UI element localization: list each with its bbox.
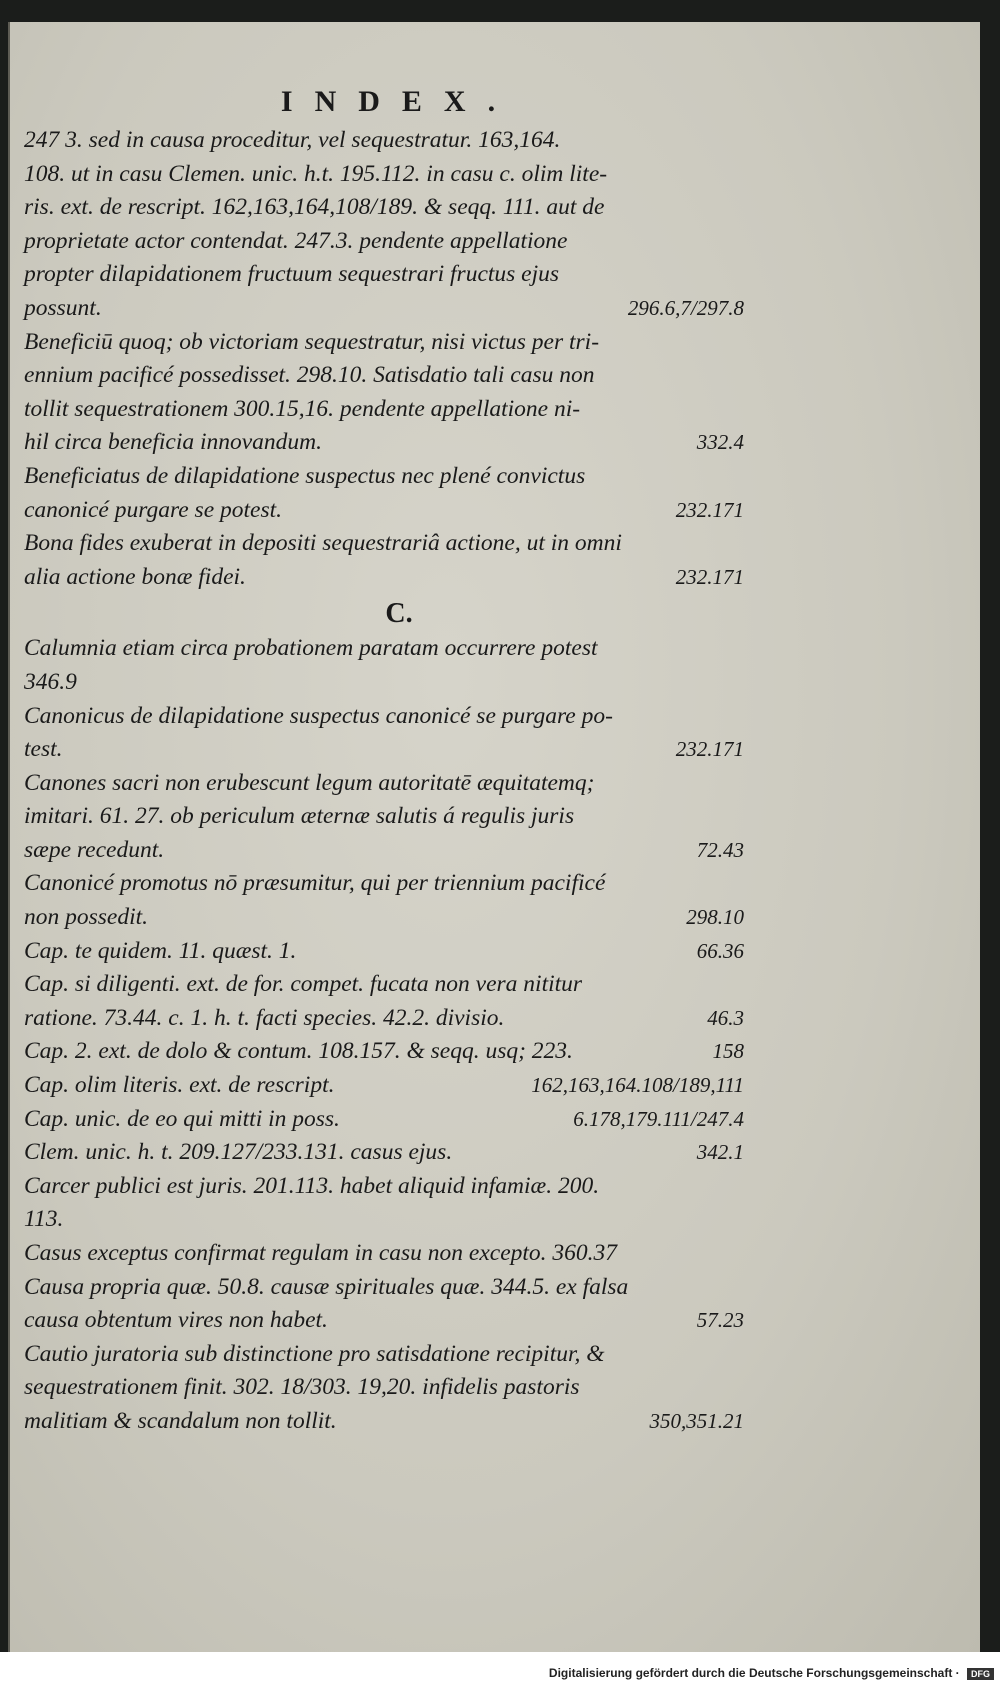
entry-last-line xyxy=(24,494,744,528)
page-reference: 342.1 xyxy=(696,1140,744,1165)
entry-last-line xyxy=(24,733,744,767)
page-reference: 232.171 xyxy=(675,497,744,522)
index-entry-continuation xyxy=(24,124,744,326)
index-entry xyxy=(24,867,744,934)
index-entry xyxy=(24,632,744,699)
dfg-logo: DFG xyxy=(967,1668,994,1680)
entry-line: Canonicus de dilapidatione suspectus canonicé se purgare po- xyxy=(24,702,613,729)
index-entry xyxy=(24,935,744,969)
entry-line: ris. ext. de rescript. 162,163,164,108/189. & seqq. 111. aut de xyxy=(24,194,605,221)
entry-last-line xyxy=(24,666,744,700)
page-reference: 57.23 xyxy=(696,1308,744,1333)
page-reference: 6.178,179.111/247.4 xyxy=(573,1106,744,1131)
page-reference: 158 xyxy=(712,1039,744,1064)
entry-line: Calumnia etiam circa probationem paratam occurrere potest xyxy=(24,635,598,662)
entries-c xyxy=(24,632,744,1438)
page-reference: 332.4 xyxy=(696,430,744,455)
index-text xyxy=(24,82,744,1439)
entry-line: proprietate actor contendat. 247.3. pendente appellatione xyxy=(24,227,568,254)
entry-last-line xyxy=(24,1136,744,1170)
entry-text: sæpe recedunt. xyxy=(24,836,165,863)
running-head: INDEX. xyxy=(280,85,518,118)
entry-line: Cautio juratoria sub distinctione pro satisdatione recipitur, & xyxy=(24,1340,605,1367)
entry-last-line xyxy=(24,1203,744,1237)
entry-line: Canones sacri non erubescunt legum autoritatē æquitatemq; xyxy=(24,769,595,796)
footer-credit xyxy=(549,1666,994,1680)
entry-text: test. xyxy=(24,736,63,763)
entry-last-line xyxy=(24,1103,744,1137)
index-entry xyxy=(24,1338,744,1439)
entry-last-line xyxy=(24,935,744,969)
entry-last-line xyxy=(24,292,744,326)
entry-line: Cap. si diligenti. ext. de for. compet. fucata non vera nititur xyxy=(24,971,583,998)
entry-last-line xyxy=(24,1002,744,1036)
entry-text: possunt. xyxy=(24,294,102,321)
entry-text: Casus exceptus confirmat regulam in casu non excepto. 360.37 xyxy=(24,1240,618,1266)
entry-text: hil circa beneficia innovandum. xyxy=(24,429,323,456)
page-reference: 72.43 xyxy=(696,837,744,862)
entry-line: sequestrationem finit. 302. 18/303. 19,20. infidelis pastoris xyxy=(24,1374,580,1401)
entry-text: malitiam & scandalum non tollit. xyxy=(24,1407,337,1434)
index-entry xyxy=(24,527,744,594)
section-letter: C. xyxy=(385,598,413,630)
entry-text: Clem. unic. h. t. 209.127/233.131. casus ejus. xyxy=(24,1139,453,1166)
index-entry xyxy=(24,1136,744,1170)
entry-line: propter dilapidationem fructuum sequestrari fructus ejus xyxy=(24,261,560,288)
page-reference: 298.10 xyxy=(686,905,744,930)
entry-last-line xyxy=(24,426,744,460)
entry-line: Beneficiatus de dilapidatione suspectus nec plené convictus xyxy=(24,462,586,489)
entry-text: 346.9 xyxy=(24,668,77,695)
page-reference: 232.171 xyxy=(675,737,744,762)
footer-text: Digitalisierung gefördert durch die Deutsche Forschungsgemeinschaft · xyxy=(548,1666,960,1680)
entry-line: Beneficiū quoq; ob victoriam sequestratur, nisi victus per tri- xyxy=(24,328,600,355)
entry-last-line xyxy=(24,561,744,595)
entry-text: ratione. 73.44. c. 1. h. t. facti species. 42.2. divisio. xyxy=(24,1004,505,1031)
entry-line: ennium pacificé possedisset. 298.10. Satisdatio tali casu non xyxy=(24,362,595,389)
entry-text: Cap. unic. de eo qui mitti in poss. xyxy=(24,1105,340,1132)
page-reference: 350,351.21 xyxy=(649,1408,744,1433)
entry-last-line xyxy=(24,834,744,868)
page-reference: 232.171 xyxy=(675,564,744,589)
entry-last-line xyxy=(24,1035,744,1069)
entry-text: Cap. te quidem. 11. quæst. 1. xyxy=(24,937,297,964)
index-entry xyxy=(24,1271,744,1338)
entry-text: Cap. olim literis. ext. de rescript. xyxy=(24,1072,335,1099)
entry-line: tollit sequestrationem 300.15,16. pendente appellatione ni- xyxy=(24,395,581,422)
index-entry xyxy=(24,1035,744,1069)
index-entry xyxy=(24,968,744,1035)
index-entry xyxy=(24,1103,744,1137)
entry-last-line xyxy=(24,901,744,935)
entry-line: Carcer publici est juris. 201.113. habet aliquid infamiæ. 200. xyxy=(24,1172,600,1199)
page-reference: 46.3 xyxy=(707,1005,744,1030)
entry-line: Bona fides exuberat in depositi sequestrariâ actione, ut in omni xyxy=(24,530,622,557)
entry-text: Cap. 2. ext. de dolo & contum. 108.157. & seqq. usq; 223. xyxy=(24,1038,573,1065)
index-entry xyxy=(24,326,744,460)
entry-text: non possedit. xyxy=(24,904,149,931)
index-entry xyxy=(24,460,744,527)
entry-last-line xyxy=(24,1069,744,1103)
index-entry xyxy=(24,1069,744,1103)
entry-text: causa obtentum vires non habet. xyxy=(24,1307,328,1334)
page-reference: 296.6,7/297.8 xyxy=(627,295,744,320)
entry-text: canonicé purgare se potest. xyxy=(24,496,283,523)
index-entry xyxy=(24,1170,744,1237)
entry-last-line xyxy=(24,1405,744,1439)
entries-b xyxy=(24,326,744,595)
entry-line: Causa propria quæ. 50.8. causæ spirituales quæ. 344.5. ex falsa xyxy=(24,1273,629,1300)
index-entry xyxy=(24,1237,744,1271)
index-entry xyxy=(24,767,744,868)
page-reference: 162,163,164.108/189,111 xyxy=(531,1073,744,1098)
entry-line: 247 3. sed in causa proceditur, vel sequestratur. 163,164. xyxy=(24,127,561,153)
index-entry xyxy=(24,700,744,767)
book-page xyxy=(8,22,980,1652)
entry-line: 108. ut in casu Clemen. unic. h.t. 195.112. in casu c. olim lite- xyxy=(24,160,608,187)
entry-line: Canonicé promotus nō præsumitur, qui per triennium pacificé xyxy=(24,870,606,897)
entry-text: 113. xyxy=(24,1206,64,1233)
entry-text: alia actione bonæ fidei. xyxy=(24,563,246,590)
page-reference: 66.36 xyxy=(696,938,744,963)
entry-line: imitari. 61. 27. ob periculum æternæ salutis á regulis juris xyxy=(24,803,575,830)
entry-last-line xyxy=(24,1237,744,1271)
entry-last-line xyxy=(24,1304,744,1338)
